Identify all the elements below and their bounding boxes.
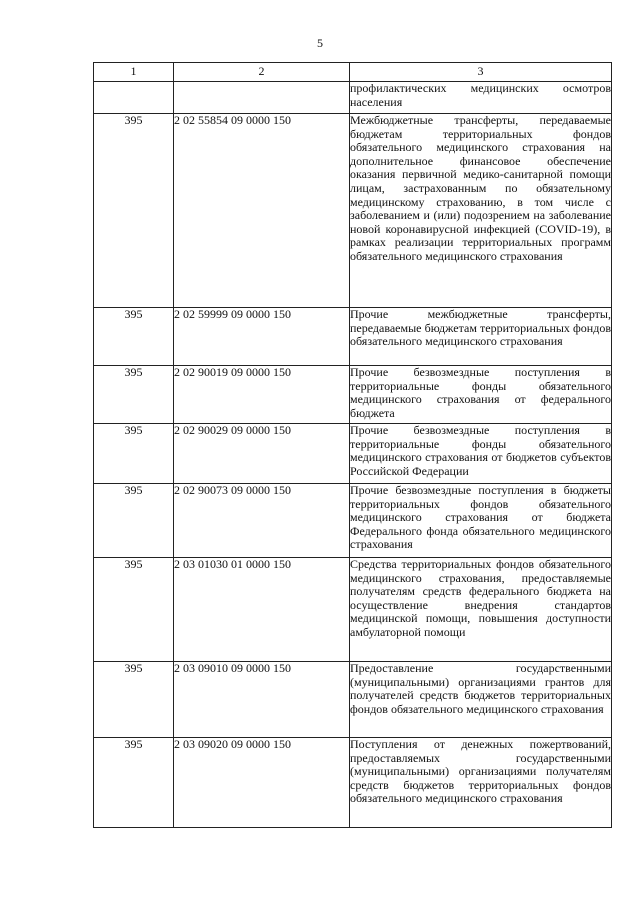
income-code-cell: 2 02 90073 09 0000 150 <box>174 484 350 558</box>
header-row <box>94 63 612 82</box>
budget-classification-table <box>93 62 612 828</box>
admin-code-cell: 395 <box>94 558 174 662</box>
table-row <box>94 114 612 308</box>
header-cell-2: 2 <box>174 63 350 82</box>
income-name-cell: Предоставление государственными (муниципальными) организациями грантов для получателей средств бюджетов территориальных фондов обязательного медицинского страхования <box>350 662 612 738</box>
table-row <box>94 484 612 558</box>
income-code-cell: 2 03 09010 09 0000 150 <box>174 662 350 738</box>
income-name-cell: Прочие безвозмездные поступления в территориальные фонды обязательного медицинского страхования от бюджетов субъектов Российской Федерации <box>350 424 612 484</box>
income-code-cell: 2 03 01030 01 0000 150 <box>174 558 350 662</box>
income-code-cell <box>174 82 350 114</box>
admin-code-cell: 395 <box>94 424 174 484</box>
table-row <box>94 308 612 366</box>
income-name-cell: Прочие межбюджетные трансферты, передаваемые бюджетам территориальных фондов обязательного медицинского страхования <box>350 308 612 366</box>
income-name-cell: профилактических медицинских осмотров населения <box>350 82 612 114</box>
table-row <box>94 424 612 484</box>
admin-code-cell: 395 <box>94 114 174 308</box>
income-code-cell: 2 02 90029 09 0000 150 <box>174 424 350 484</box>
table-row <box>94 662 612 738</box>
income-code-cell: 2 03 09020 09 0000 150 <box>174 738 350 828</box>
income-name-cell: Межбюджетные трансферты, передаваемые бюджетам территориальных фондов обязательного медицинского страхования на дополнительное финансовое обеспечение оказания первичной медико-санитарной помощи лицам, застрахованным по обязательному медицинскому страхованию, в том числе с заболеванием и (или) подозрением на заболевание новой коронавирусной инфекцией (COVID-19), в рамках реализации территориальных программ обязательного медицинского страхования <box>350 114 612 308</box>
income-name-cell: Поступления от денежных пожертвований, предоставляемых государственными (муниципальными) организациями получателям средств бюджетов территориальных фондов обязательного медицинского страхования <box>350 738 612 828</box>
income-code-cell: 2 02 90019 09 0000 150 <box>174 366 350 424</box>
header-cell-1: 1 <box>94 63 174 82</box>
table-row <box>94 82 612 114</box>
header-cell-3: 3 <box>350 63 612 82</box>
income-code-cell: 2 02 55854 09 0000 150 <box>174 114 350 308</box>
admin-code-cell: 395 <box>94 308 174 366</box>
table-row <box>94 738 612 828</box>
admin-code-cell <box>94 82 174 114</box>
income-name-cell: Средства территориальных фондов обязательного медицинского страхования, предоставляемые получателям средств федерального бюджета на осуществление внедрения стандартов медицинской помощи, повышения доступности амбулаторной помощи <box>350 558 612 662</box>
income-name-cell: Прочие безвозмездные поступления в бюджеты территориальных фондов обязательного медицинского страхования от бюджета Федерального фонда обязательного медицинского страхования <box>350 484 612 558</box>
income-name-cell: Прочие безвозмездные поступления в территориальные фонды обязательного медицинского страхования от федерального бюджета <box>350 366 612 424</box>
table-row <box>94 366 612 424</box>
admin-code-cell: 395 <box>94 484 174 558</box>
table-row <box>94 558 612 662</box>
admin-code-cell: 395 <box>94 366 174 424</box>
page-number: 5 <box>317 36 323 50</box>
income-code-cell: 2 02 59999 09 0000 150 <box>174 308 350 366</box>
admin-code-cell: 395 <box>94 738 174 828</box>
admin-code-cell: 395 <box>94 662 174 738</box>
